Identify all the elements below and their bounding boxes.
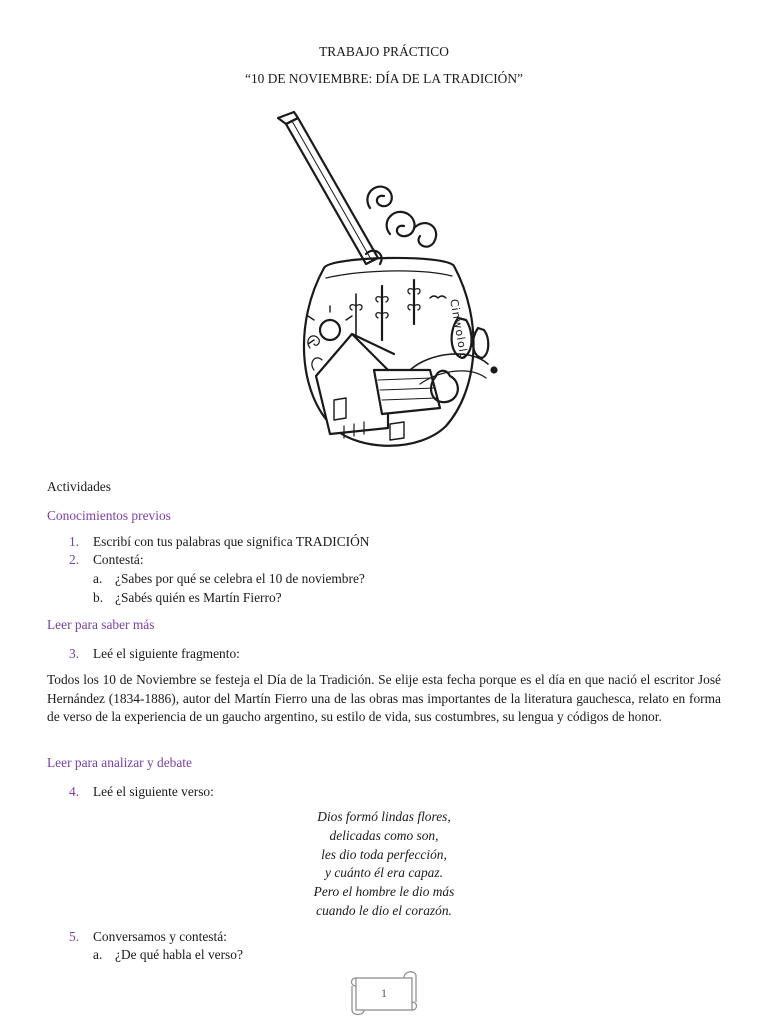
list-item: Leé el siguiente verso: bbox=[93, 784, 214, 799]
section-heading-read-more: Leer para saber más bbox=[47, 617, 155, 632]
verse-line: Dios formó lindas flores, bbox=[317, 809, 451, 824]
document-title: TRABAJO PRÁCTICO bbox=[319, 44, 449, 59]
list-item: Conversamos y contestá: bbox=[93, 929, 227, 944]
list-number: 1. bbox=[69, 534, 80, 549]
page-number-scroll bbox=[346, 966, 422, 1018]
list-number: 2. bbox=[69, 552, 80, 567]
sublist-item: ¿Sabés quién es Martín Fierro? bbox=[115, 590, 282, 605]
list-item: Contestá: bbox=[93, 552, 144, 567]
section-heading-prior-knowledge: Conocimientos previos bbox=[47, 508, 171, 523]
mate-illustration bbox=[270, 108, 510, 468]
verse-line: Pero el hombre le dio más bbox=[313, 884, 455, 900]
page-number: 1 bbox=[381, 986, 387, 1000]
list-item: Escribí con tus palabras que significa TRADICIÓN bbox=[93, 534, 370, 549]
activities-label: Actividades bbox=[47, 479, 111, 494]
list-number: 5. bbox=[69, 929, 80, 944]
verse-line: delicadas como son, bbox=[329, 827, 439, 843]
poem-verse bbox=[0, 808, 768, 921]
verse-line: cuando le dio el corazón. bbox=[316, 902, 452, 918]
artist-signature: Cinwololo bbox=[447, 298, 471, 362]
sublist-letter: a. bbox=[93, 947, 103, 962]
sublist-letter: b. bbox=[93, 590, 104, 605]
document-subtitle: “10 DE NOVIEMBRE: DÍA DE LA TRADICIÓN” bbox=[245, 71, 523, 86]
list-number: 4. bbox=[69, 784, 80, 799]
verse-line: y cuánto él era capaz. bbox=[325, 865, 443, 881]
verse-line: les dio toda perfección, bbox=[321, 846, 447, 862]
sublist-item: ¿De qué habla el verso? bbox=[115, 947, 243, 962]
list-item: Leé el siguiente fragmento: bbox=[93, 646, 240, 661]
fragment-paragraph: Todos los 10 de Noviembre se festeja el Día de la Tradición. Se elije esta fecha porque es el día en que nació el escritor José Hernández (1834-1886), autor del Martín Fierro una de las obras mas importantes de la literatura gauchesca, relato en forma de verso de la experiencia de un gaucho argentino, su estilo de vida, sus costumbres, su lengua y códigos de honor. bbox=[47, 672, 721, 725]
sublist-item: ¿Sabes por qué se celebra el 10 de noviembre? bbox=[115, 571, 365, 586]
sublist-letter: a. bbox=[93, 571, 103, 586]
section-heading-analyze-debate: Leer para analizar y debate bbox=[47, 755, 192, 770]
list-number: 3. bbox=[69, 646, 80, 661]
